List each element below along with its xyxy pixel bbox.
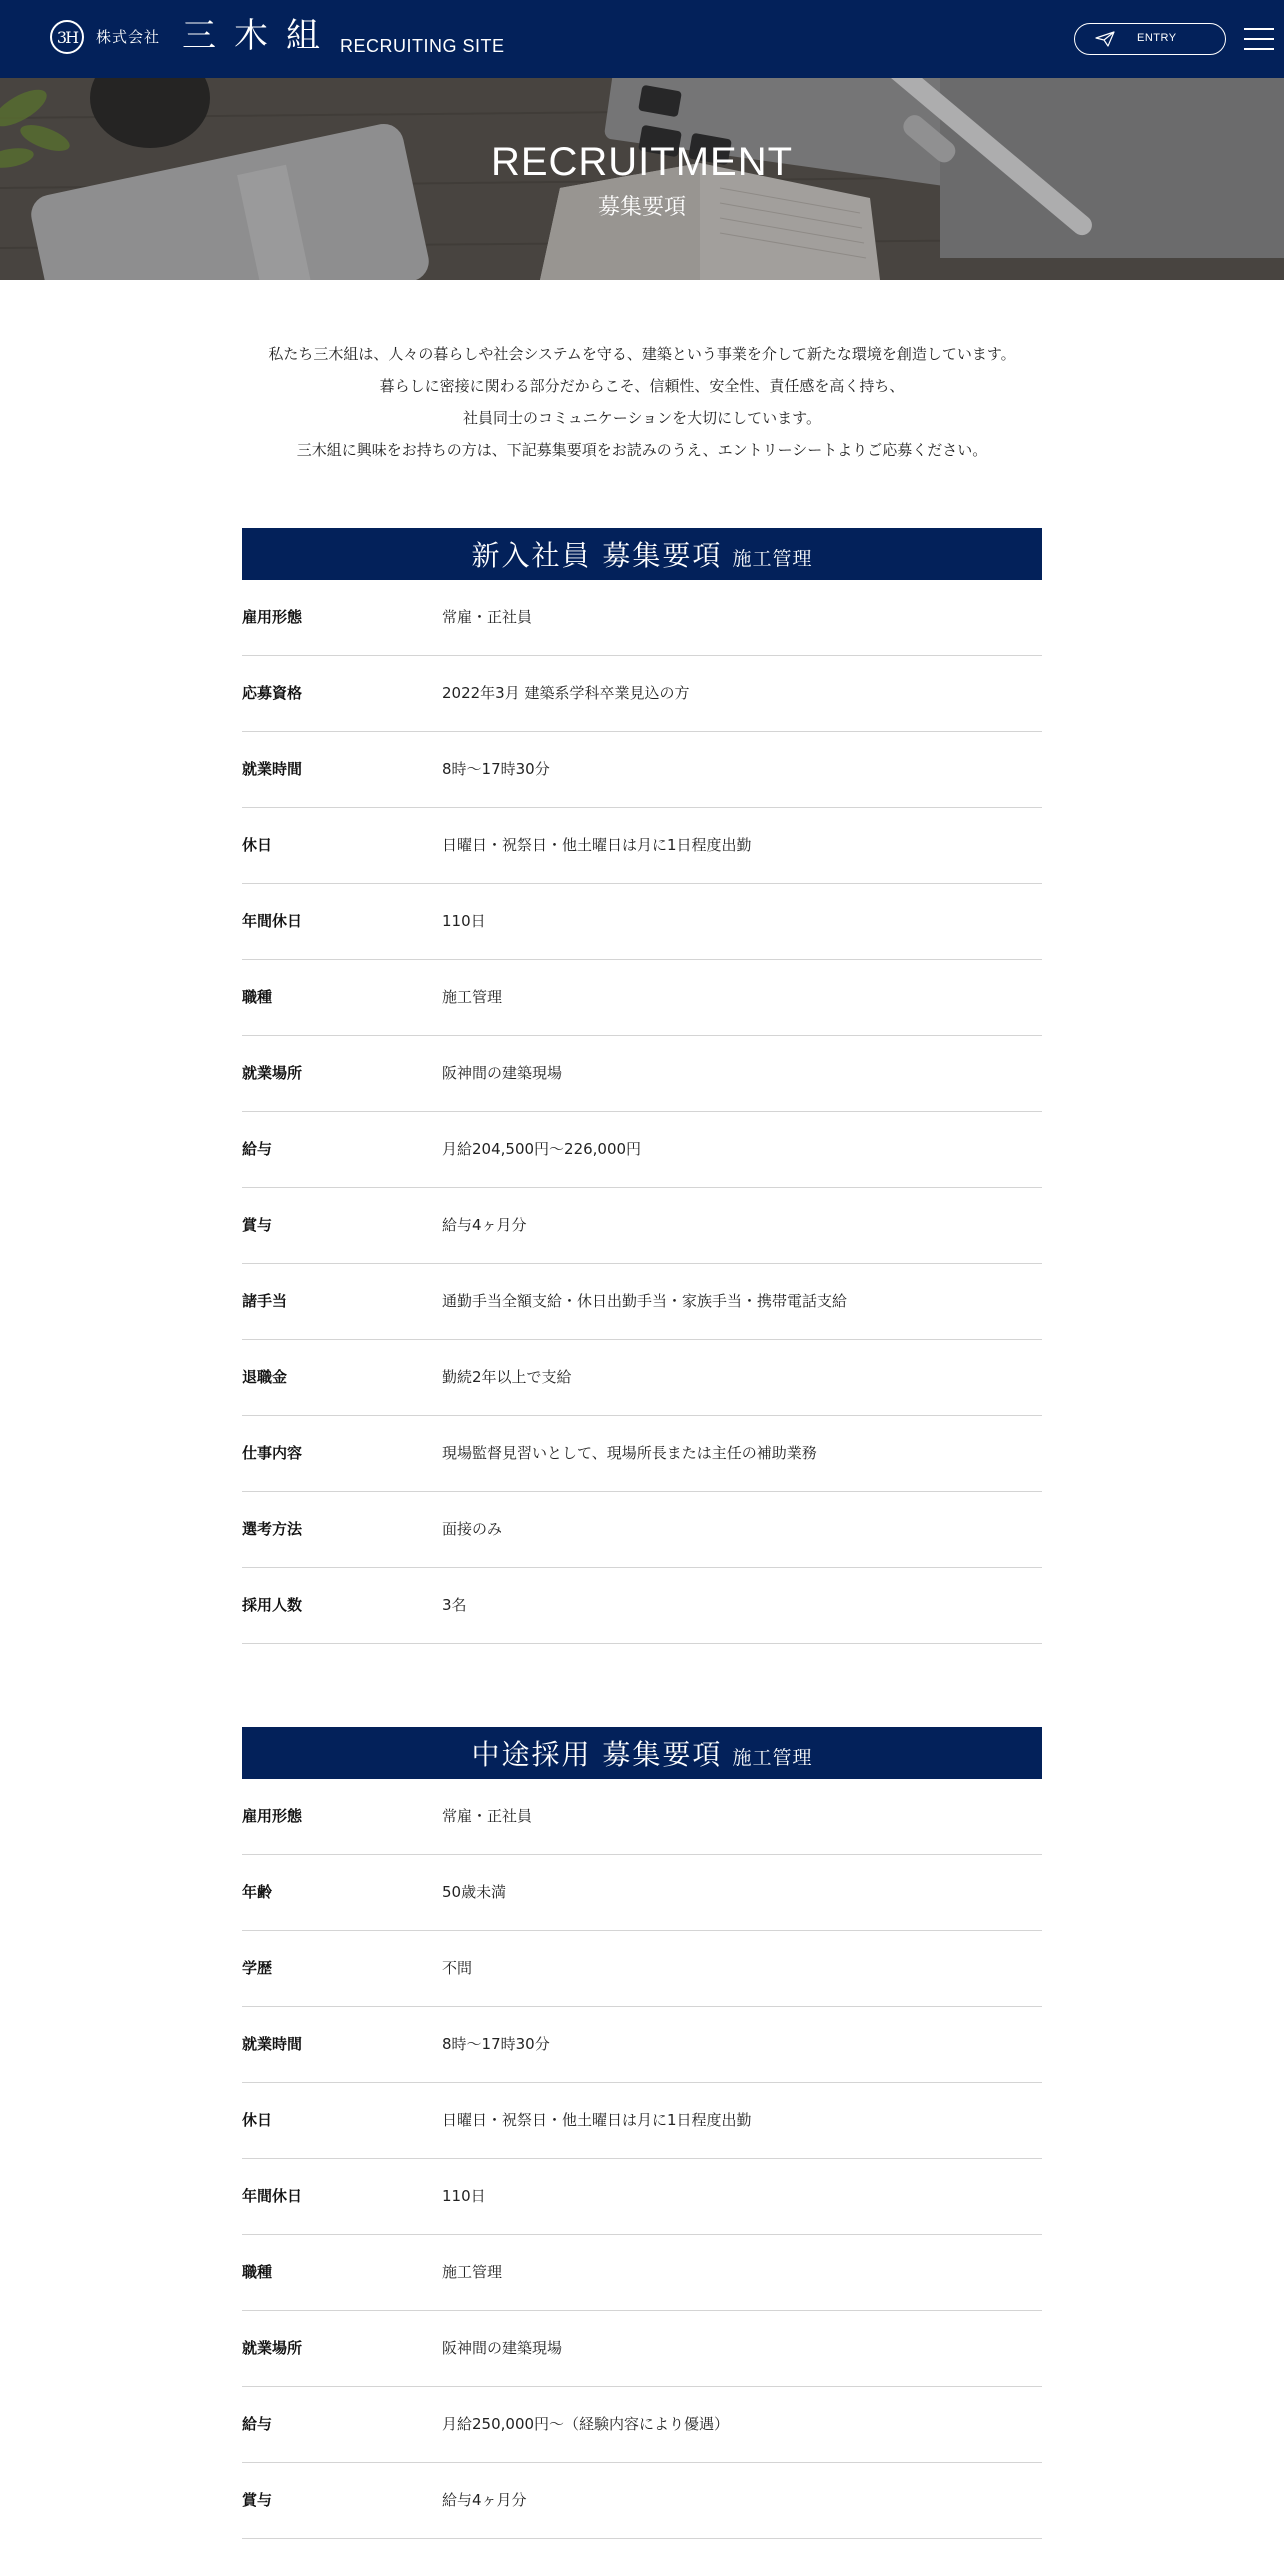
table-row xyxy=(242,960,1042,1036)
row-label: 仕事内容 xyxy=(242,1444,303,1462)
row-label: 選考方法 xyxy=(242,1520,303,1538)
table-row xyxy=(242,1779,1042,1855)
row-value: 月給250,000円～（経験内容により優遇） xyxy=(442,2415,730,2433)
row-label: 職種 xyxy=(242,2263,273,2281)
row-label: 賞与 xyxy=(242,2491,273,2509)
table-row xyxy=(242,1188,1042,1264)
hero-banner xyxy=(0,78,1284,280)
row-value: 常雇・正社員 xyxy=(442,608,533,626)
intro-line: 社員同士のコミュニケーションを大切にしています。 xyxy=(463,409,821,427)
row-label: 職種 xyxy=(242,988,273,1006)
row-label: 雇用形態 xyxy=(242,1807,303,1825)
table-row xyxy=(242,2235,1042,2311)
company-name[interactable]: 三木組 xyxy=(182,16,338,56)
table-row xyxy=(242,2159,1042,2235)
row-value: 8時～17時30分 xyxy=(442,2035,550,2053)
row-value: 50歳未満 xyxy=(442,1883,507,1901)
table-row xyxy=(242,656,1042,732)
hero-title: RECRUITMENT xyxy=(490,140,794,184)
row-value: 常雇・正社員 xyxy=(442,1807,533,1825)
table-row xyxy=(242,808,1042,884)
table-row xyxy=(242,884,1042,960)
row-label: 学歴 xyxy=(242,1959,273,1977)
row-value: 月給204,500円～226,000円 xyxy=(442,1140,642,1158)
section-subtitle: 施工管理 xyxy=(732,547,813,570)
row-value: 勤続2年以上で支給 xyxy=(442,1368,572,1386)
row-label: 休日 xyxy=(242,2111,273,2129)
row-label: 休日 xyxy=(242,836,273,854)
row-label: 採用人数 xyxy=(242,1596,303,1614)
row-value: 阪神間の建築現場 xyxy=(442,1064,563,1082)
company-prefix: 株式会社 xyxy=(96,28,161,46)
row-value: 給与4ヶ月分 xyxy=(442,2491,527,2509)
table-row xyxy=(242,2007,1042,2083)
row-label: 賞与 xyxy=(242,1216,273,1234)
recruitment-table xyxy=(242,1779,1042,2539)
row-label: 給与 xyxy=(242,2415,273,2433)
paper-plane-icon xyxy=(1095,31,1115,47)
table-row xyxy=(242,580,1042,656)
row-value: 3名 xyxy=(442,1596,467,1614)
table-row xyxy=(242,732,1042,808)
row-label: 退職金 xyxy=(242,1368,288,1386)
row-value: 阪神間の建築現場 xyxy=(442,2339,563,2357)
intro-line: 三木組に興味をお持ちの方は、下記募集要項をお読みのうえ、エントリーシートよりご応募ください。 xyxy=(296,441,988,459)
row-value: 日曜日・祝祭日・他土曜日は月に1日程度出勤 xyxy=(442,836,752,854)
row-label: 雇用形態 xyxy=(242,608,303,626)
row-label: 年間休日 xyxy=(242,2187,303,2205)
mid-career-recruitment-section xyxy=(242,1727,1042,2539)
row-value: 110日 xyxy=(442,2187,486,2205)
hero-subtitle: 募集要項 xyxy=(597,195,686,220)
intro-line: 私たち三木組は、人々の暮らしや社会システムを守る、建築という事業を介して新たな環境を創造しています。 xyxy=(268,345,1016,363)
section-title: 新入社員 募集要項 xyxy=(471,539,723,572)
table-row xyxy=(242,1931,1042,2007)
row-value: 不問 xyxy=(442,1959,473,1977)
table-row xyxy=(242,2311,1042,2387)
table-row xyxy=(242,1855,1042,1931)
row-value: 施工管理 xyxy=(442,2263,503,2281)
row-label: 年間休日 xyxy=(242,912,303,930)
table-row xyxy=(242,1340,1042,1416)
row-value: 通勤手当全額支給・休日出勤手当・家族手当・携帯電話支給 xyxy=(442,1292,848,1310)
row-label: 応募資格 xyxy=(242,684,303,702)
row-label: 給与 xyxy=(242,1140,273,1158)
section-title: 中途採用 募集要項 xyxy=(471,1738,723,1771)
table-row xyxy=(242,1112,1042,1188)
recruitment-table xyxy=(242,580,1042,1644)
row-label: 就業場所 xyxy=(242,2339,303,2357)
intro-text xyxy=(0,338,1284,466)
row-label: 就業時間 xyxy=(242,2035,303,2053)
table-row xyxy=(242,2463,1042,2539)
entry-button[interactable] xyxy=(1074,23,1226,55)
row-value: 面接のみ xyxy=(442,1520,503,1538)
table-row xyxy=(242,1264,1042,1340)
company-logo-icon[interactable]: 3H xyxy=(50,20,84,54)
table-row xyxy=(242,2387,1042,2463)
table-row xyxy=(242,1416,1042,1492)
row-value: 施工管理 xyxy=(442,988,503,1006)
section-heading xyxy=(242,1727,1042,1779)
section-subtitle: 施工管理 xyxy=(732,1746,813,1769)
row-value: 給与4ヶ月分 xyxy=(442,1216,527,1234)
intro-line: 暮らしに密接に関わる部分だからこそ、信頼性、安全性、責任感を高く持ち、 xyxy=(379,377,905,395)
row-value: 日曜日・祝祭日・他土曜日は月に1日程度出勤 xyxy=(442,2111,752,2129)
new-graduate-recruitment-section xyxy=(242,528,1042,1644)
section-heading xyxy=(242,528,1042,580)
row-label: 就業場所 xyxy=(242,1064,303,1082)
row-label: 年齢 xyxy=(242,1883,273,1901)
row-label: 諸手当 xyxy=(242,1292,288,1310)
row-value: 2022年3月 建築系学科卒業見込の方 xyxy=(442,684,690,702)
row-value: 現場監督見習いとして、現場所長または主任の補助業務 xyxy=(442,1444,817,1462)
table-row xyxy=(242,2083,1042,2159)
table-row xyxy=(242,1492,1042,1568)
row-value: 8時～17時30分 xyxy=(442,760,550,778)
table-row xyxy=(242,1568,1042,1644)
hamburger-menu-icon[interactable] xyxy=(1244,26,1274,52)
table-row xyxy=(242,1036,1042,1112)
row-value: 110日 xyxy=(442,912,486,930)
site-header xyxy=(0,0,1284,78)
site-label: RECRUITING SITE xyxy=(340,36,505,56)
entry-button-label: ENTRY xyxy=(1137,32,1177,44)
row-label: 就業時間 xyxy=(242,760,303,778)
